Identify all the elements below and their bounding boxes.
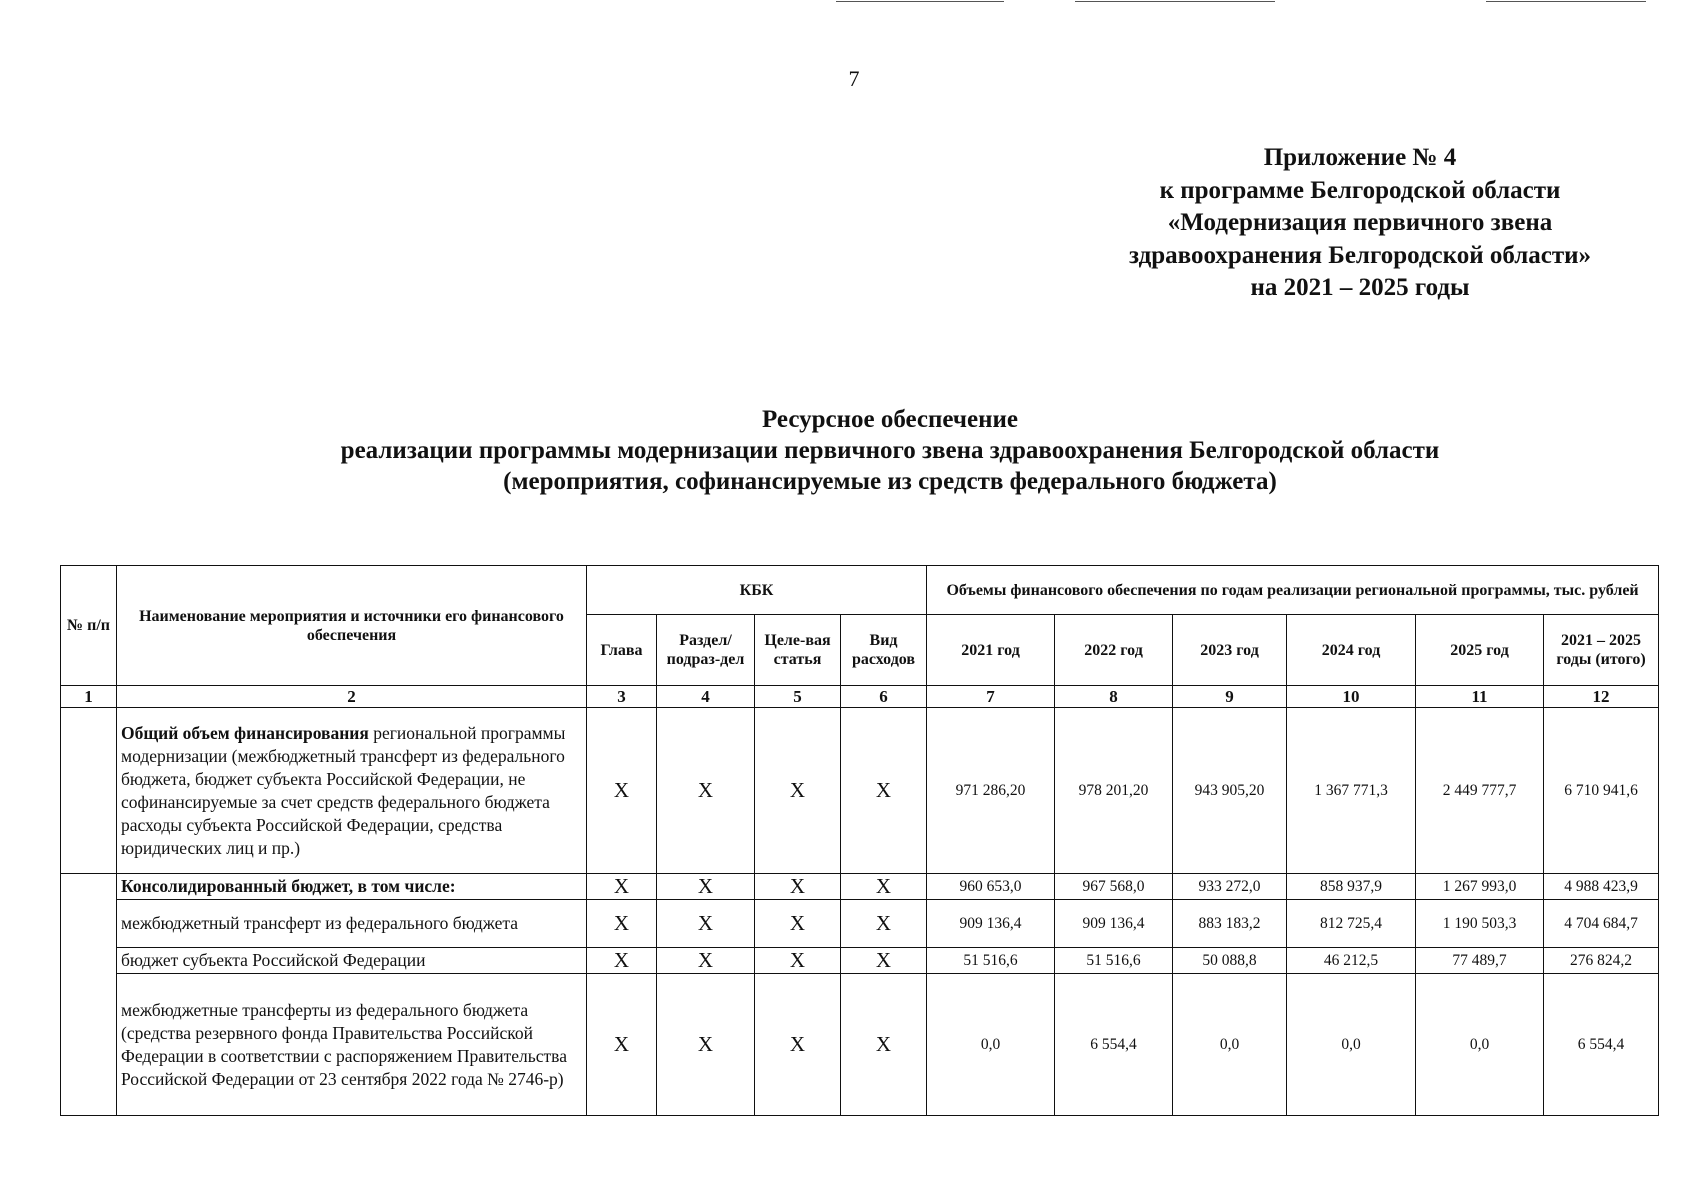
kbk-razdel-cell: X: [657, 708, 755, 874]
kbk-razdel-cell: X: [657, 974, 755, 1116]
table-row: [61, 900, 1659, 948]
value-2025-cell: 1 267 993,0: [1416, 874, 1544, 900]
value-total-cell: 6 710 941,6: [1544, 708, 1659, 874]
header-kbk: КБК: [587, 566, 927, 615]
value-total-cell: 4 704 684,7: [1544, 900, 1659, 948]
kbk-tsel-cell: X: [755, 900, 841, 948]
value-2021-cell: 51 516,6: [927, 948, 1055, 974]
value-2024-cell: 46 212,5: [1287, 948, 1416, 974]
header-glava: Глава: [587, 615, 657, 686]
header-2023: 2023 год: [1173, 615, 1287, 686]
kbk-vid-cell: X: [841, 874, 927, 900]
row-name-bold: Консолидированный бюджет, в том числе:: [121, 876, 456, 896]
value-2022-cell: 967 568,0: [1055, 874, 1173, 900]
column-number: 2: [117, 686, 587, 708]
appendix-line: «Модернизация первичного звена: [1167, 209, 1553, 236]
table-row: [61, 874, 1659, 900]
value-2021-cell: 960 653,0: [927, 874, 1055, 900]
header-num: № п/п: [61, 566, 117, 686]
value-2022-cell: 909 136,4: [1055, 900, 1173, 948]
column-number: 12: [1544, 686, 1659, 708]
appendix-line: здравоохранения Белгородской области»: [1128, 241, 1592, 269]
value-2022-cell: 51 516,6: [1055, 948, 1173, 974]
value-2021-cell: 0,0: [927, 974, 1055, 1116]
column-number: 8: [1055, 686, 1173, 708]
row-name-bold: Общий объем финансирования: [121, 722, 369, 743]
kbk-tsel-cell: X: [755, 974, 841, 1116]
value-2023-cell: 50 088,8: [1173, 948, 1287, 974]
column-number: 5: [755, 686, 841, 708]
row-name-cell: [117, 900, 587, 948]
header-2022: 2022 год: [1055, 615, 1173, 686]
value-total-cell: 6 554,4: [1544, 974, 1659, 1116]
row-name-cell: [117, 974, 587, 1116]
value-2024-cell: 1 367 771,3: [1287, 708, 1416, 874]
appendix-line: Приложение № 4: [1263, 144, 1457, 171]
table-row: [61, 974, 1659, 1116]
value-2025-cell: 0,0: [1416, 974, 1544, 1116]
table-row: [61, 708, 1659, 874]
document-title: [100, 404, 1680, 497]
value-2023-cell: 933 272,0: [1173, 874, 1287, 900]
kbk-vid-cell: X: [841, 900, 927, 948]
header-razdel: Раздел/ подраз-дел: [657, 615, 755, 686]
value-2025-cell: 2 449 777,7: [1416, 708, 1544, 874]
value-2024-cell: 858 937,9: [1287, 874, 1416, 900]
header-vid-raskhodov: Вид расходов: [841, 615, 927, 686]
row-num-cell: [61, 900, 117, 948]
column-number: 1: [61, 686, 117, 708]
value-2022-cell: 978 201,20: [1055, 708, 1173, 874]
value-2025-cell: 1 190 503,3: [1416, 900, 1544, 948]
kbk-vid-cell: X: [841, 948, 927, 974]
appendix-line: к программе Белгородской области: [1159, 176, 1561, 204]
header-2021: 2021 год: [927, 615, 1055, 686]
kbk-vid-cell: X: [841, 708, 927, 874]
row-num-cell: [61, 874, 117, 900]
resource-table: [60, 565, 1659, 1116]
column-number: 7: [927, 686, 1055, 708]
scan-edge-line: [836, 1, 1004, 2]
value-2024-cell: 812 725,4: [1287, 900, 1416, 948]
value-2023-cell: 883 183,2: [1173, 900, 1287, 948]
header-name: Наименование мероприятия и источники его финансового обеспечения: [117, 566, 587, 686]
column-number: 3: [587, 686, 657, 708]
row-num-cell: [61, 948, 117, 974]
header-tselevaya-statya: Целе-вая статья: [755, 615, 841, 686]
value-2025-cell: 77 489,7: [1416, 948, 1544, 974]
kbk-tsel-cell: X: [755, 874, 841, 900]
header-total: 2021 – 2025 годы (итого): [1544, 615, 1659, 686]
kbk-glava-cell: X: [587, 974, 657, 1116]
header-2024: 2024 год: [1287, 615, 1416, 686]
row-name-text: межбюджетные трансферты из федерального бюджета (средства резервного фонда Правительства Российской Федерации в соответствии с распоряжением Правительства Российской Федерации от 23 сентября 2022 года № 2746-р): [121, 999, 567, 1089]
page-number: 7: [848, 66, 860, 91]
column-number: 4: [657, 686, 755, 708]
column-number: 10: [1287, 686, 1416, 708]
row-name-cell: [117, 874, 587, 900]
kbk-glava-cell: X: [587, 900, 657, 948]
kbk-vid-cell: X: [841, 974, 927, 1116]
appendix-header: [1080, 142, 1640, 305]
row-name-cell: [117, 948, 587, 974]
title-line: (мероприятия, софинансируемые из средств федерального бюджета): [503, 468, 1277, 495]
table-row: [61, 948, 1659, 974]
column-number: 11: [1416, 686, 1544, 708]
column-number: 6: [841, 686, 927, 708]
appendix-line: на 2021 – 2025 годы: [1250, 274, 1470, 301]
kbk-glava-cell: X: [587, 708, 657, 874]
kbk-glava-cell: X: [587, 874, 657, 900]
value-total-cell: 4 988 423,9: [1544, 874, 1659, 900]
kbk-razdel-cell: X: [657, 874, 755, 900]
row-name-text: бюджет субъекта Российской Федерации: [121, 950, 426, 970]
value-2023-cell: 943 905,20: [1173, 708, 1287, 874]
value-2024-cell: 0,0: [1287, 974, 1416, 1116]
title-line: реализации программы модернизации первичного звена здравоохранения Белгородской области: [340, 437, 1440, 464]
value-2021-cell: 971 286,20: [927, 708, 1055, 874]
row-num-cell: [61, 708, 117, 874]
kbk-tsel-cell: X: [755, 708, 841, 874]
kbk-tsel-cell: X: [755, 948, 841, 974]
kbk-glava-cell: X: [587, 948, 657, 974]
row-num-cell: [61, 974, 117, 1116]
row-name-cell: [117, 708, 587, 874]
kbk-razdel-cell: X: [657, 900, 755, 948]
scan-edge-line: [1486, 1, 1646, 2]
kbk-razdel-cell: X: [657, 948, 755, 974]
title-line: Ресурсное обеспечение: [761, 406, 1018, 433]
header-2025: 2025 год: [1416, 615, 1544, 686]
column-number: 9: [1173, 686, 1287, 708]
row-name-text: региональной программы модернизации (межбюджетный трансферт из федерального бюджета, бюджет субъекта Российской Федерации, не софинансируемые за счет средств федерального бюджета расходы субъекта Российской Федерации, средства юридических лиц и пр.): [121, 722, 566, 858]
value-2021-cell: 909 136,4: [927, 900, 1055, 948]
header-funding: Объемы финансового обеспечения по годам реализации региональной программы, тыс. рублей: [927, 566, 1659, 615]
value-2023-cell: 0,0: [1173, 974, 1287, 1116]
scan-edge-line: [1075, 1, 1275, 2]
value-total-cell: 276 824,2: [1544, 948, 1659, 974]
row-name-text: межбюджетный трансферт из федерального бюджета: [121, 913, 519, 933]
value-2022-cell: 6 554,4: [1055, 974, 1173, 1116]
